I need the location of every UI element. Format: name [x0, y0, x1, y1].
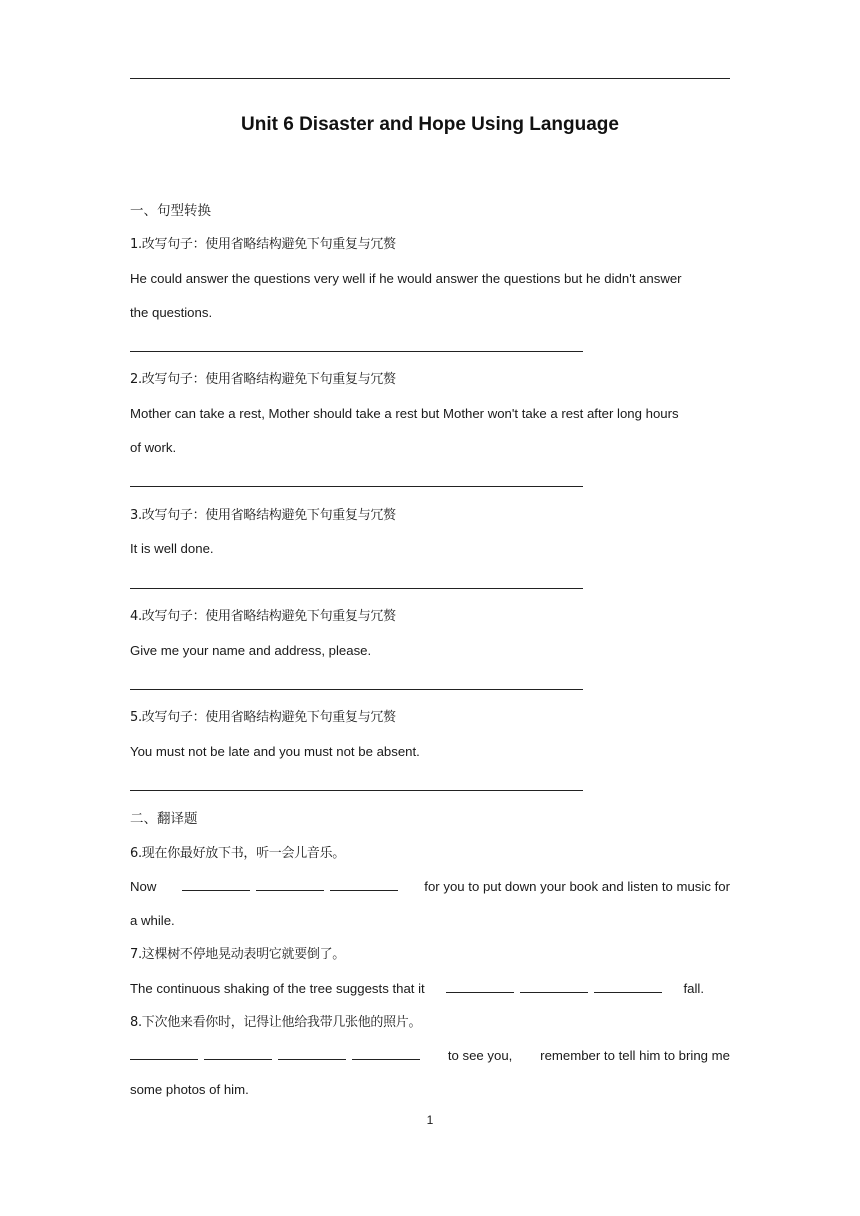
question-6-prompt: 6.现在你最好放下书，听一会儿音乐。: [130, 846, 346, 861]
question-4-text: Give me your name and address, please.: [130, 643, 372, 658]
section-heading-sentence-transform: 一、句型转换: [130, 203, 211, 219]
blank-input[interactable]: [520, 980, 588, 993]
answer-line-1[interactable]: [130, 351, 583, 352]
document-page: [130, 0, 730, 1216]
blank-input[interactable]: [594, 980, 662, 993]
blank-input[interactable]: [352, 1047, 420, 1060]
question-1-text-line-2: the questions.: [130, 305, 213, 320]
blank-input[interactable]: [330, 878, 398, 891]
question-2-text-line-2: of work.: [130, 440, 177, 455]
question-6-blanks: [182, 878, 398, 896]
question-1-text-line-1: He could answer the questions very well if he would answer the questions but he didn't answer: [130, 271, 682, 286]
document-title: Unit 6 Disaster and Hope Using Language: [241, 114, 619, 135]
question-8-mid-text: to see you,: [447, 1048, 513, 1063]
question-7-sentence: [130, 980, 704, 998]
question-3-text: It is well done.: [130, 541, 214, 556]
question-8-trail-text: remember to tell him to bring me: [540, 1048, 730, 1063]
question-8-sentence: [130, 1047, 730, 1065]
blank-input[interactable]: [182, 878, 250, 891]
question-5-prompt: 5.改写句子：使用省略结构避免下句重复与冗赘: [130, 710, 396, 725]
question-5-text: You must not be late and you must not be absent.: [130, 744, 420, 759]
question-8-text-line-2: some photos of him.: [130, 1082, 249, 1097]
question-2-sentence: [130, 405, 730, 423]
page-number: 1: [426, 1113, 434, 1127]
question-6-lead-text: Now: [130, 879, 157, 894]
blank-input[interactable]: [256, 878, 324, 891]
question-2-text-line-1: Mother can take a rest, Mother should take a rest but Mother won't take a rest after long hours: [130, 406, 679, 421]
question-7-lead-text: The continuous shaking of the tree suggests that it: [130, 981, 425, 996]
question-6-trail-text: for you to put down your book and listen to music for: [424, 879, 730, 894]
answer-line-3[interactable]: [130, 588, 583, 589]
answer-line-2[interactable]: [130, 486, 583, 487]
blank-input[interactable]: [446, 980, 514, 993]
blank-input[interactable]: [130, 1047, 198, 1060]
question-1-sentence: [130, 270, 730, 288]
section-heading-translation: 二、翻译题: [130, 811, 198, 827]
header-rule: [130, 78, 730, 79]
question-4-prompt: 4.改写句子：使用省略结构避免下句重复与冗赘: [130, 609, 396, 624]
answer-line-4[interactable]: [130, 689, 583, 690]
question-6-text-line-2: a while.: [130, 913, 175, 928]
question-8-prompt: 8.下次他来看你时，记得让他给我带几张他的照片。: [130, 1015, 422, 1030]
question-8-blanks: [130, 1047, 420, 1065]
blank-input[interactable]: [278, 1047, 346, 1060]
blank-input[interactable]: [204, 1047, 272, 1060]
question-7-blanks: [446, 980, 662, 998]
question-3-prompt: 3.改写句子：使用省略结构避免下句重复与冗赘: [130, 508, 396, 523]
question-2-prompt: 2.改写句子：使用省略结构避免下句重复与冗赘: [130, 372, 396, 387]
question-1-prompt: 1.改写句子：使用省略结构避免下句重复与冗赘: [130, 237, 396, 252]
question-6-sentence: [130, 878, 730, 896]
answer-line-5[interactable]: [130, 790, 583, 791]
question-7-trail-text: fall.: [683, 981, 704, 996]
question-7-prompt: 7.这棵树不停地晃动表明它就要倒了。: [130, 947, 346, 962]
